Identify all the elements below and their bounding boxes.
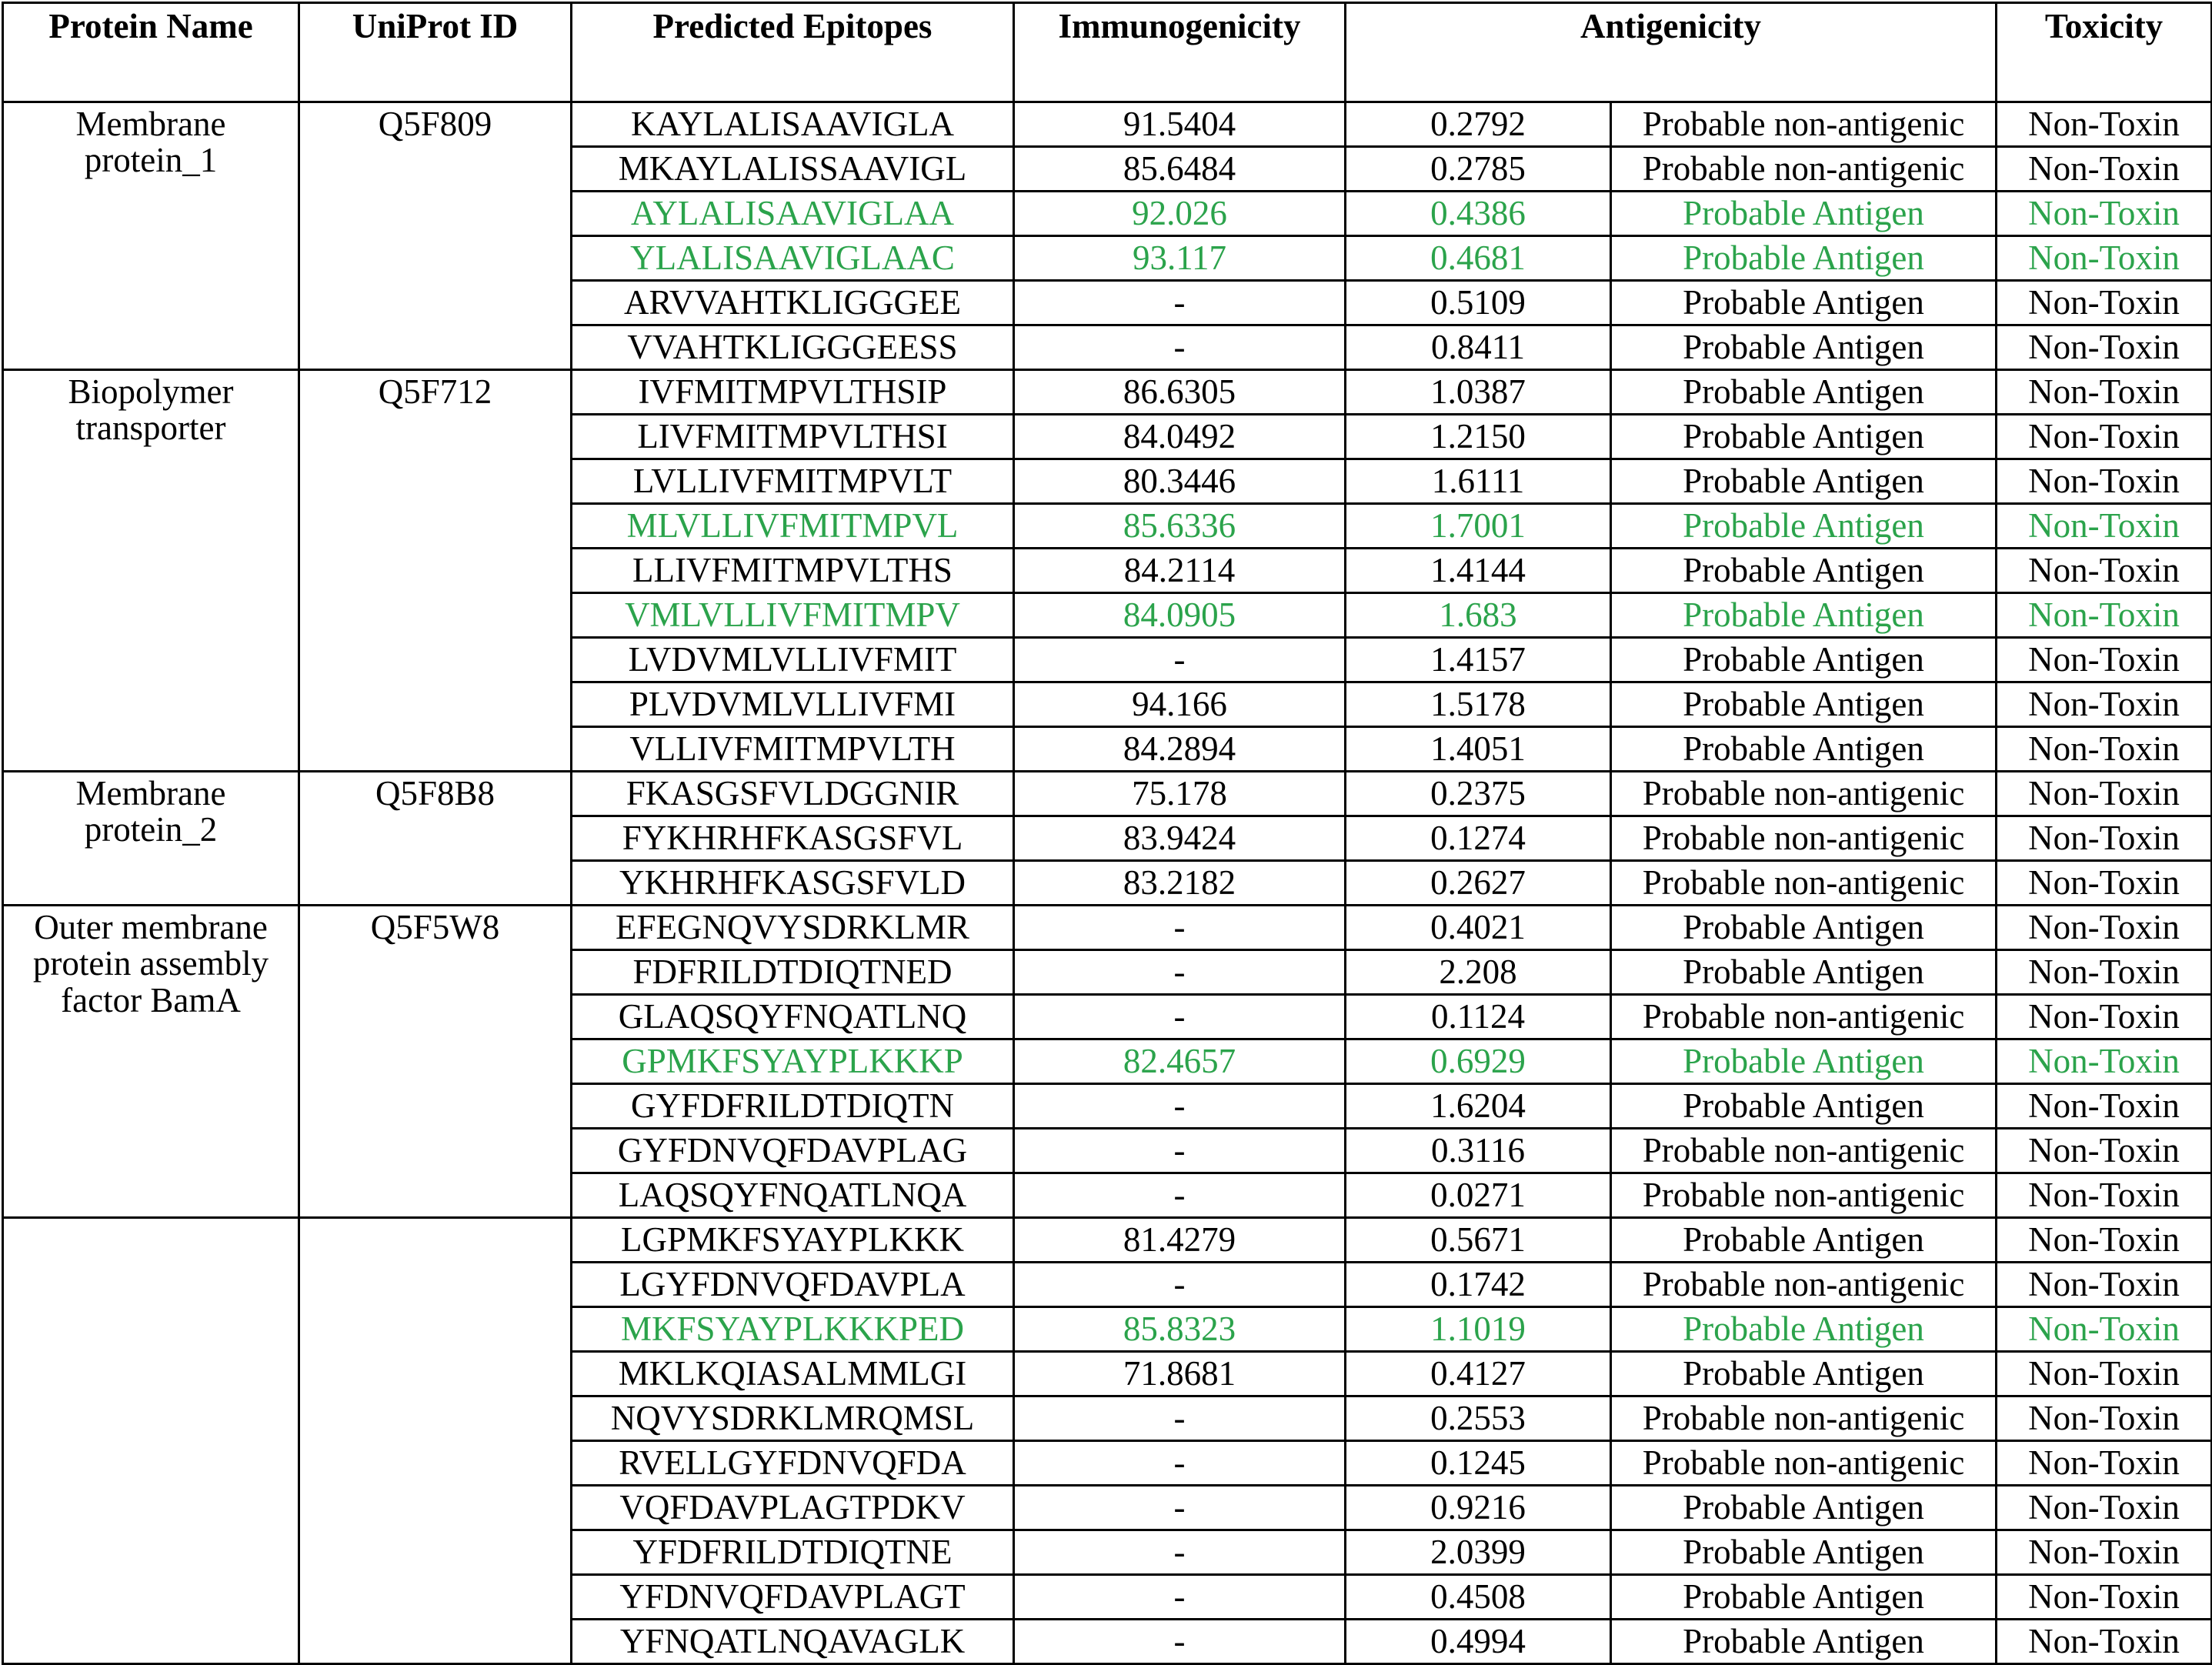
epitope-cell: MKAYLALISSAAVIGL (572, 147, 1014, 192)
antigenicity-label-cell: Probable Antigen (1611, 1084, 1997, 1129)
epitope-cell: YLALISAAVIGLAAC (572, 236, 1014, 281)
table-row (3, 370, 2212, 415)
antigenicity-score-cell: 0.3116 (1346, 1129, 1611, 1173)
antigenicity-score-cell: 0.8411 (1346, 325, 1611, 370)
immunogenicity-cell: 71.8681 (1014, 1352, 1346, 1396)
antigenicity-label-cell: Probable Antigen (1611, 1039, 1997, 1084)
protein-name-cell: Biopolymer transporter (3, 370, 299, 772)
antigenicity-score-cell: 1.2150 (1346, 415, 1611, 459)
toxicity-cell: Non-Toxin (1997, 1084, 2212, 1129)
toxicity-cell: Non-Toxin (1997, 1396, 2212, 1441)
uniprot-id-cell: Q5F809 (299, 102, 572, 370)
antigenicity-score-cell: 0.4681 (1346, 236, 1611, 281)
epitope-cell: YKHRHFKASGSFVLD (572, 861, 1014, 906)
immunogenicity-cell: 75.178 (1014, 772, 1346, 816)
epitope-cell: LIVFMITMPVLTHSI (572, 415, 1014, 459)
toxicity-cell: Non-Toxin (1997, 1530, 2212, 1575)
protein-name-cell: Membrane protein_2 (3, 772, 299, 906)
toxicity-cell: Non-Toxin (1997, 950, 2212, 995)
toxicity-cell: Non-Toxin (1997, 504, 2212, 549)
toxicity-cell: Non-Toxin (1997, 861, 2212, 906)
antigenicity-score-cell: 1.6111 (1346, 459, 1611, 504)
antigenicity-score-cell: 0.9216 (1346, 1486, 1611, 1530)
toxicity-cell: Non-Toxin (1997, 1307, 2212, 1352)
immunogenicity-cell: - (1014, 995, 1346, 1039)
antigenicity-label-cell: Probable Antigen (1611, 727, 1997, 772)
epitope-table (2, 2, 2212, 1665)
antigenicity-score-cell: 0.4127 (1346, 1352, 1611, 1396)
antigenicity-label-cell: Probable Antigen (1611, 325, 1997, 370)
antigenicity-score-cell: 1.4157 (1346, 638, 1611, 682)
toxicity-cell: Non-Toxin (1997, 415, 2212, 459)
immunogenicity-cell: - (1014, 1486, 1346, 1530)
epitope-cell: MLVLLIVFMITMPVL (572, 504, 1014, 549)
table-row (3, 772, 2212, 816)
antigenicity-label-cell: Probable Antigen (1611, 459, 1997, 504)
immunogenicity-cell: 80.3446 (1014, 459, 1346, 504)
antigenicity-score-cell: 0.1245 (1346, 1441, 1611, 1486)
epitope-cell: YFDFRILDTDIQTNE (572, 1530, 1014, 1575)
epitope-cell: VQFDAVPLAGTPDKV (572, 1486, 1014, 1530)
antigenicity-label-cell: Probable Antigen (1611, 192, 1997, 236)
toxicity-cell: Non-Toxin (1997, 281, 2212, 325)
uniprot-id-cell: Q5F712 (299, 370, 572, 772)
toxicity-cell: Non-Toxin (1997, 682, 2212, 727)
antigenicity-label-cell: Probable Antigen (1611, 950, 1997, 995)
toxicity-cell: Non-Toxin (1997, 727, 2212, 772)
immunogenicity-cell: 85.6336 (1014, 504, 1346, 549)
antigenicity-score-cell: 1.1019 (1346, 1307, 1611, 1352)
antigenicity-score-cell: 0.0271 (1346, 1173, 1611, 1218)
immunogenicity-cell: 84.0905 (1014, 593, 1346, 638)
toxicity-cell: Non-Toxin (1997, 1039, 2212, 1084)
immunogenicity-cell: - (1014, 1173, 1346, 1218)
protein-name-cell (3, 1218, 299, 1664)
immunogenicity-cell: 82.4657 (1014, 1039, 1346, 1084)
antigenicity-score-cell: 0.4021 (1346, 906, 1611, 950)
epitope-cell: LGPMKFSYAYPLKKK (572, 1218, 1014, 1263)
epitope-cell: YFNQATLNQAVAGLK (572, 1620, 1014, 1664)
epitope-cell: MKLKQIASALMMLGI (572, 1352, 1014, 1396)
antigenicity-label-cell: Probable Antigen (1611, 906, 1997, 950)
epitope-cell: LVLLIVFMITMPVLT (572, 459, 1014, 504)
header-protein-name: Protein Name (3, 3, 299, 102)
epitope-cell: ARVVAHTKLIGGGEE (572, 281, 1014, 325)
immunogenicity-cell: - (1014, 1441, 1346, 1486)
antigenicity-score-cell: 0.4508 (1346, 1575, 1611, 1620)
antigenicity-score-cell: 0.4386 (1346, 192, 1611, 236)
antigenicity-score-cell: 0.1124 (1346, 995, 1611, 1039)
immunogenicity-cell: - (1014, 1620, 1346, 1664)
epitope-cell: YFDNVQFDAVPLAGT (572, 1575, 1014, 1620)
antigenicity-score-cell: 0.5671 (1346, 1218, 1611, 1263)
header-uniprot-id: UniProt ID (299, 3, 572, 102)
antigenicity-score-cell: 2.0399 (1346, 1530, 1611, 1575)
antigenicity-label-cell: Probable non-antigenic (1611, 102, 1997, 147)
antigenicity-label-cell: Probable non-antigenic (1611, 772, 1997, 816)
header-toxicity: Toxicity (1997, 3, 2212, 102)
antigenicity-label-cell: Probable Antigen (1611, 1218, 1997, 1263)
header-antigenicity: Antigenicity (1346, 3, 1997, 102)
antigenicity-label-cell: Probable non-antigenic (1611, 1441, 1997, 1486)
immunogenicity-cell: 84.2894 (1014, 727, 1346, 772)
antigenicity-score-cell: 1.5178 (1346, 682, 1611, 727)
toxicity-cell: Non-Toxin (1997, 1441, 2212, 1486)
antigenicity-score-cell: 1.6204 (1346, 1084, 1611, 1129)
antigenicity-score-cell: 0.2792 (1346, 102, 1611, 147)
antigenicity-label-cell: Probable Antigen (1611, 1352, 1997, 1396)
antigenicity-label-cell: Probable Antigen (1611, 682, 1997, 727)
toxicity-cell: Non-Toxin (1997, 1486, 2212, 1530)
toxicity-cell: Non-Toxin (1997, 995, 2212, 1039)
toxicity-cell: Non-Toxin (1997, 772, 2212, 816)
immunogenicity-cell: 83.9424 (1014, 816, 1346, 861)
epitope-cell: LAQSQYFNQATLNQA (572, 1173, 1014, 1218)
antigenicity-label-cell: Probable Antigen (1611, 1307, 1997, 1352)
epitope-cell: VMLVLLIVFMITMPV (572, 593, 1014, 638)
uniprot-id-cell: Q5F5W8 (299, 906, 572, 1218)
uniprot-id-cell (299, 1218, 572, 1664)
toxicity-cell: Non-Toxin (1997, 325, 2212, 370)
antigenicity-label-cell: Probable non-antigenic (1611, 1173, 1997, 1218)
antigenicity-score-cell: 0.1742 (1346, 1263, 1611, 1307)
toxicity-cell: Non-Toxin (1997, 192, 2212, 236)
immunogenicity-cell: 93.117 (1014, 236, 1346, 281)
protein-name-cell: Membrane protein_1 (3, 102, 299, 370)
antigenicity-score-cell: 0.1274 (1346, 816, 1611, 861)
immunogenicity-cell: - (1014, 1396, 1346, 1441)
immunogenicity-cell: - (1014, 906, 1346, 950)
toxicity-cell: Non-Toxin (1997, 906, 2212, 950)
epitope-cell: RVELLGYFDNVQFDA (572, 1441, 1014, 1486)
epitope-cell: IVFMITMPVLTHSIP (572, 370, 1014, 415)
antigenicity-label-cell: Probable non-antigenic (1611, 995, 1997, 1039)
antigenicity-score-cell: 0.2785 (1346, 147, 1611, 192)
epitope-cell: LGYFDNVQFDAVPLA (572, 1263, 1014, 1307)
immunogenicity-cell: - (1014, 281, 1346, 325)
toxicity-cell: Non-Toxin (1997, 1352, 2212, 1396)
epitope-cell: GYFDNVQFDAVPLAG (572, 1129, 1014, 1173)
immunogenicity-cell: - (1014, 1530, 1346, 1575)
epitope-cell: GLAQSQYFNQATLNQ (572, 995, 1014, 1039)
antigenicity-label-cell: Probable Antigen (1611, 1620, 1997, 1664)
antigenicity-score-cell: 1.4051 (1346, 727, 1611, 772)
antigenicity-label-cell: Probable Antigen (1611, 415, 1997, 459)
toxicity-cell: Non-Toxin (1997, 593, 2212, 638)
immunogenicity-cell: 91.5404 (1014, 102, 1346, 147)
antigenicity-label-cell: Probable Antigen (1611, 549, 1997, 593)
immunogenicity-cell: - (1014, 1263, 1346, 1307)
immunogenicity-cell: - (1014, 1129, 1346, 1173)
immunogenicity-cell: 85.6484 (1014, 147, 1346, 192)
epitope-cell: FYKHRHFKASGSFVL (572, 816, 1014, 861)
toxicity-cell: Non-Toxin (1997, 1575, 2212, 1620)
antigenicity-label-cell: Probable Antigen (1611, 1575, 1997, 1620)
antigenicity-label-cell: Probable non-antigenic (1611, 1396, 1997, 1441)
antigenicity-label-cell: Probable non-antigenic (1611, 861, 1997, 906)
antigenicity-score-cell: 0.2553 (1346, 1396, 1611, 1441)
epitope-cell: GPMKFSYAYPLKKKP (572, 1039, 1014, 1084)
toxicity-cell: Non-Toxin (1997, 1173, 2212, 1218)
toxicity-cell: Non-Toxin (1997, 370, 2212, 415)
epitope-cell: LVDVMLVLLIVFMIT (572, 638, 1014, 682)
antigenicity-score-cell: 1.683 (1346, 593, 1611, 638)
antigenicity-label-cell: Probable Antigen (1611, 1486, 1997, 1530)
immunogenicity-cell: - (1014, 950, 1346, 995)
header-immunogenicity: Immunogenicity (1014, 3, 1346, 102)
epitope-cell: GYFDFRILDTDIQTN (572, 1084, 1014, 1129)
toxicity-cell: Non-Toxin (1997, 1218, 2212, 1263)
antigenicity-score-cell: 1.4144 (1346, 549, 1611, 593)
toxicity-cell: Non-Toxin (1997, 816, 2212, 861)
table-row (3, 102, 2212, 147)
antigenicity-score-cell: 0.2375 (1346, 772, 1611, 816)
immunogenicity-cell: 86.6305 (1014, 370, 1346, 415)
header-predicted-epitopes: Predicted Epitopes (572, 3, 1014, 102)
antigenicity-label-cell: Probable Antigen (1611, 504, 1997, 549)
immunogenicity-cell: 83.2182 (1014, 861, 1346, 906)
epitope-cell: MKFSYAYPLKKKPED (572, 1307, 1014, 1352)
immunogenicity-cell: 84.2114 (1014, 549, 1346, 593)
toxicity-cell: Non-Toxin (1997, 549, 2212, 593)
toxicity-cell: Non-Toxin (1997, 638, 2212, 682)
epitope-cell: PLVDVMLVLLIVFMI (572, 682, 1014, 727)
antigenicity-label-cell: Probable Antigen (1611, 370, 1997, 415)
antigenicity-label-cell: Probable Antigen (1611, 593, 1997, 638)
header-row (3, 3, 2212, 102)
immunogenicity-cell: - (1014, 325, 1346, 370)
toxicity-cell: Non-Toxin (1997, 102, 2212, 147)
epitope-cell: FKASGSFVLDGGNIR (572, 772, 1014, 816)
immunogenicity-cell: 85.8323 (1014, 1307, 1346, 1352)
antigenicity-score-cell: 1.7001 (1346, 504, 1611, 549)
table-body (3, 102, 2212, 1664)
epitope-cell: LLIVFMITMPVLTHS (572, 549, 1014, 593)
epitope-cell: VLLIVFMITMPVLTH (572, 727, 1014, 772)
table-row (3, 906, 2212, 950)
antigenicity-label-cell: Probable Antigen (1611, 1530, 1997, 1575)
immunogenicity-cell: 94.166 (1014, 682, 1346, 727)
immunogenicity-cell: 81.4279 (1014, 1218, 1346, 1263)
antigenicity-label-cell: Probable non-antigenic (1611, 816, 1997, 861)
immunogenicity-cell: - (1014, 1084, 1346, 1129)
immunogenicity-cell: 92.026 (1014, 192, 1346, 236)
epitope-cell: AYLALISAAVIGLAA (572, 192, 1014, 236)
toxicity-cell: Non-Toxin (1997, 459, 2212, 504)
antigenicity-score-cell: 1.0387 (1346, 370, 1611, 415)
toxicity-cell: Non-Toxin (1997, 236, 2212, 281)
epitope-cell: KAYLALISAAVIGLA (572, 102, 1014, 147)
epitope-cell: FDFRILDTDIQTNED (572, 950, 1014, 995)
epitope-cell: VVAHTKLIGGGEESS (572, 325, 1014, 370)
uniprot-id-cell: Q5F8B8 (299, 772, 572, 906)
antigenicity-score-cell: 0.6929 (1346, 1039, 1611, 1084)
protein-name-cell: Outer membrane protein assembly factor BamA (3, 906, 299, 1218)
antigenicity-score-cell: 0.2627 (1346, 861, 1611, 906)
immunogenicity-cell: - (1014, 1575, 1346, 1620)
immunogenicity-cell: - (1014, 638, 1346, 682)
toxicity-cell: Non-Toxin (1997, 147, 2212, 192)
antigenicity-score-cell: 0.5109 (1346, 281, 1611, 325)
antigenicity-score-cell: 2.208 (1346, 950, 1611, 995)
antigenicity-label-cell: Probable non-antigenic (1611, 1129, 1997, 1173)
immunogenicity-cell: 84.0492 (1014, 415, 1346, 459)
table-row (3, 1218, 2212, 1263)
antigenicity-label-cell: Probable Antigen (1611, 236, 1997, 281)
antigenicity-label-cell: Probable Antigen (1611, 281, 1997, 325)
antigenicity-label-cell: Probable non-antigenic (1611, 1263, 1997, 1307)
toxicity-cell: Non-Toxin (1997, 1263, 2212, 1307)
epitope-cell: NQVYSDRKLMRQMSL (572, 1396, 1014, 1441)
epitope-cell: EFEGNQVYSDRKLMR (572, 906, 1014, 950)
antigenicity-label-cell: Probable Antigen (1611, 638, 1997, 682)
toxicity-cell: Non-Toxin (1997, 1129, 2212, 1173)
antigenicity-label-cell: Probable non-antigenic (1611, 147, 1997, 192)
toxicity-cell: Non-Toxin (1997, 1620, 2212, 1664)
antigenicity-score-cell: 0.4994 (1346, 1620, 1611, 1664)
